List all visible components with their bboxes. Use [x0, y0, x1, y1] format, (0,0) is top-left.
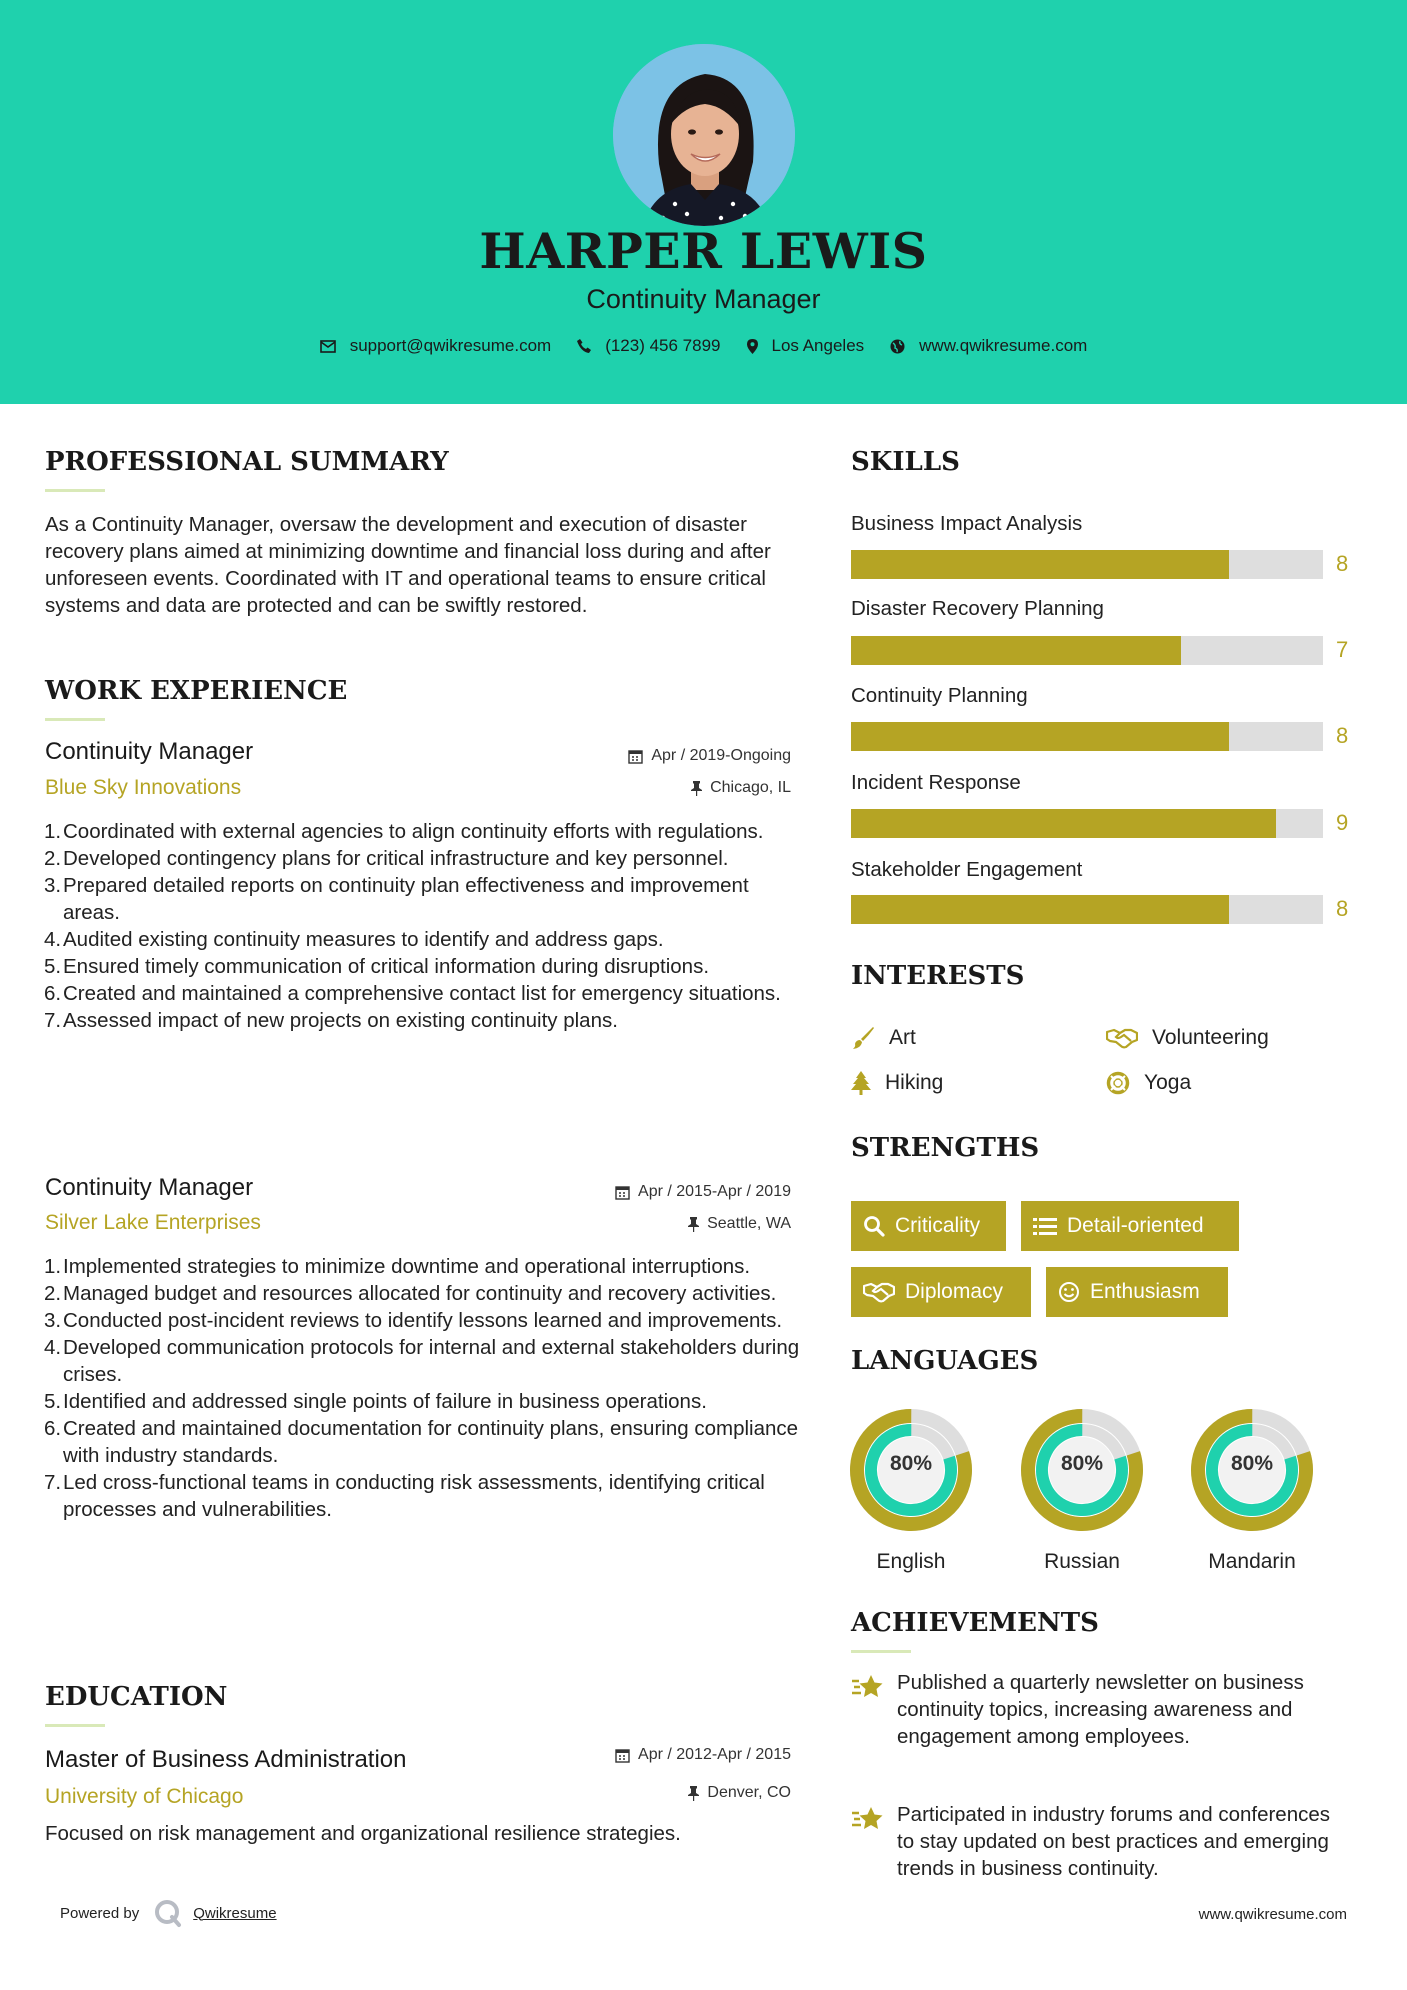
- education-description: Focused on risk management and organizational resilience strategies.: [45, 1822, 681, 1845]
- list-item: 7. Assessed impact of new projects on existing continuity plans.: [44, 1009, 618, 1032]
- achievement-text: Published a quarterly newsletter on business continuity topics, increasing awareness and engagement among employees.: [897, 1671, 1304, 1748]
- list-item: 5. Identified and addressed single points of failure in business operations.: [44, 1390, 707, 1413]
- contact-email-text: support@qwikresume.com: [349, 336, 552, 355]
- list-item: 6. Created and maintained a comprehensive contact list for emergency situations.: [44, 982, 781, 1005]
- skill-2-score: 7: [1336, 637, 1349, 662]
- contact-location-text: Los Angeles: [771, 336, 865, 355]
- experience-heading-rule: [45, 718, 105, 721]
- skill-2-fill: [851, 636, 1181, 665]
- job-2-dates: [615, 1183, 791, 1201]
- strength-label: Enthusiasm: [1090, 1280, 1200, 1303]
- strengths-heading: STRENGTHS: [851, 1133, 1040, 1163]
- job-2-title: Continuity Manager: [45, 1174, 254, 1201]
- phone-icon: [577, 339, 591, 353]
- language-russian-percent: 80%: [1060, 1452, 1104, 1475]
- strength-chip-diplomacy: [851, 1267, 1031, 1317]
- globe-icon: [890, 339, 905, 354]
- job-1-bullets: [44, 818, 804, 1034]
- pushpin-icon: [688, 1786, 699, 1801]
- job-2-bullets: [44, 1253, 804, 1523]
- skill-5-bar: [851, 895, 1323, 924]
- list-icon: [1033, 1216, 1057, 1236]
- list-item: 1. Implemented strategies to minimize downtime and operational interruptions.: [44, 1255, 751, 1278]
- interest-volunteering: [1106, 1026, 1269, 1050]
- strength-chip-criticality: [851, 1201, 1006, 1251]
- list-item: 2. Managed budget and resources allocated for continuity and recovery activities.: [44, 1282, 777, 1305]
- profile-photo: [613, 44, 795, 226]
- contact-phone[interactable]: [577, 336, 720, 356]
- language-english: [849, 1408, 973, 1573]
- language-mandarin: [1190, 1408, 1314, 1573]
- interest-art-label: Art: [889, 1026, 916, 1049]
- tree-icon: [851, 1071, 871, 1095]
- achievements-heading-rule: [851, 1650, 911, 1653]
- list-item: 3. Conducted post-incident reviews to identify lessons learned and improvements.: [44, 1309, 783, 1332]
- list-item: 2. Developed contingency plans for critical infrastructure and key personnel.: [44, 847, 729, 870]
- achievement-text: Participated in industry forums and conferences to stay updated on best practices and emerging trends in business continuity.: [897, 1803, 1331, 1880]
- star-medal-icon: [851, 1673, 885, 1701]
- qwikresume-logo-icon: [153, 1898, 183, 1928]
- candidate-title: Continuity Manager: [586, 284, 821, 314]
- achievement-item-1: [851, 1669, 1351, 1750]
- language-russian-name: Russian: [1044, 1550, 1120, 1573]
- calendar-icon: [615, 1748, 630, 1763]
- education-location: [688, 1784, 791, 1802]
- job-2-location: [688, 1215, 791, 1233]
- experience-heading: WORK EXPERIENCE: [45, 676, 348, 706]
- strength-label: Diplomacy: [905, 1280, 1004, 1303]
- skill-1-bar: [851, 550, 1323, 579]
- interest-hiking-label: Hiking: [885, 1071, 944, 1094]
- language-mandarin-name: Mandarin: [1208, 1550, 1296, 1573]
- skill-4-bar: [851, 809, 1323, 838]
- pushpin-icon: [688, 1217, 699, 1232]
- skill-4-fill: [851, 809, 1276, 838]
- skill-3-fill: [851, 722, 1229, 751]
- contact-location: [747, 336, 865, 356]
- language-english-name: English: [876, 1550, 946, 1573]
- skill-5-label: Stakeholder Engagement: [851, 858, 1083, 881]
- interest-hiking: [851, 1071, 943, 1095]
- language-mandarin-percent: 80%: [1230, 1452, 1274, 1475]
- education-degree: Master of Business Administration: [45, 1746, 407, 1773]
- qwikresume-link[interactable]: Qwikresume: [193, 1904, 277, 1922]
- skill-4-label: Incident Response: [851, 771, 1021, 794]
- strength-label: Detail-oriented: [1067, 1214, 1204, 1237]
- strength-chip-enthusiasm: [1046, 1267, 1228, 1317]
- interest-yoga-label: Yoga: [1144, 1071, 1192, 1094]
- paintbrush-icon: [851, 1026, 875, 1050]
- education-heading: EDUCATION: [45, 1682, 228, 1712]
- list-item: 5. Ensured timely communication of critical information during disruptions.: [44, 955, 710, 978]
- skills-heading: SKILLS: [851, 447, 960, 477]
- list-item: 1. Coordinated with external agencies to align continuity efforts with regulations.: [44, 820, 764, 843]
- achievements-heading: ACHIEVEMENTS: [851, 1608, 1099, 1638]
- calendar-icon: [628, 749, 643, 764]
- calendar-icon: [615, 1185, 630, 1200]
- powered-by-text: Powered by: [60, 1904, 140, 1922]
- list-item: 3. Prepared detailed reports on continuity plan effectiveness and improvement areas.: [44, 874, 749, 924]
- star-medal-icon: [851, 1805, 885, 1833]
- job-1-company: Blue Sky Innovations: [45, 776, 242, 799]
- job-2-dates-text: Apr / 2015-Apr / 2019: [638, 1183, 791, 1200]
- contact-email[interactable]: [320, 336, 552, 356]
- contact-website[interactable]: [890, 336, 1087, 356]
- job-1-location-text: Chicago, IL: [710, 779, 791, 796]
- contact-bar: [0, 336, 1407, 356]
- contact-website-text: www.qwikresume.com: [919, 336, 1088, 355]
- job-1-location: [691, 779, 791, 797]
- languages-heading: LANGUAGES: [851, 1346, 1039, 1376]
- achievement-item-2: [851, 1801, 1351, 1882]
- job-1-dates: [628, 747, 791, 765]
- job-1-title: Continuity Manager: [45, 738, 254, 765]
- pushpin-icon: [691, 781, 702, 796]
- education-dates-text: Apr / 2012-Apr / 2015: [638, 1746, 791, 1763]
- handshake-icon: [863, 1281, 895, 1303]
- education-location-text: Denver, CO: [707, 1784, 791, 1801]
- skill-3-label: Continuity Planning: [851, 684, 1028, 707]
- lifebuoy-icon: [1106, 1071, 1130, 1095]
- language-russian: [1020, 1408, 1144, 1573]
- skill-5-score: 8: [1336, 896, 1349, 921]
- skill-3-bar: [851, 722, 1323, 751]
- handshake-icon: [1106, 1027, 1138, 1049]
- envelope-icon: [320, 340, 336, 353]
- list-item: 4. Audited existing continuity measures to identify and address gaps.: [44, 928, 664, 951]
- skill-2-bar: [851, 636, 1323, 665]
- interests-heading: INTERESTS: [851, 961, 1025, 991]
- footer-powered-by: [60, 1898, 277, 1928]
- education-dates: [615, 1746, 791, 1764]
- smile-icon: [1058, 1281, 1080, 1303]
- summary-heading-rule: [45, 489, 105, 492]
- list-item: 4. Developed communication protocols for internal and external stakeholders during crises.: [44, 1336, 800, 1386]
- list-item: 7. Led cross-functional teams in conducting risk assessments, identifying critical processes and vulnerabilities.: [44, 1471, 765, 1521]
- footer-website[interactable]: www.qwikresume.com: [1198, 1906, 1347, 1923]
- interest-art: [851, 1026, 916, 1050]
- map-pin-icon: [747, 339, 758, 354]
- contact-phone-text: (123) 456 7899: [605, 336, 721, 355]
- education-heading-rule: [45, 1724, 105, 1727]
- list-item: 6. Created and maintained documentation for continuity plans, ensuring compliance with industry standards.: [44, 1417, 799, 1467]
- summary-text: As a Continuity Manager, oversaw the development and execution of disaster recovery plans aimed at minimizing downtime and financial loss during and after unforeseen events. Coordinated with IT and operational teams to ensure critical systems and data are protected and can be swiftly restored.: [45, 513, 771, 617]
- skill-1-fill: [851, 550, 1229, 579]
- skill-5-fill: [851, 895, 1229, 924]
- candidate-name: HARPER LEWIS: [479, 222, 928, 280]
- skill-3-score: 8: [1336, 723, 1349, 748]
- skill-1-label: Business Impact Analysis: [851, 512, 1083, 535]
- job-2-location-text: Seattle, WA: [707, 1215, 791, 1232]
- search-icon: [863, 1215, 885, 1237]
- job-2-company: Silver Lake Enterprises: [45, 1211, 261, 1234]
- strength-label: Criticality: [895, 1214, 981, 1237]
- skill-2-label: Disaster Recovery Planning: [851, 597, 1104, 620]
- skill-4-score: 9: [1336, 810, 1349, 835]
- interest-volunteering-label: Volunteering: [1152, 1026, 1269, 1049]
- resume-header: [0, 0, 1407, 404]
- strength-chip-detail-oriented: [1021, 1201, 1239, 1251]
- summary-heading: PROFESSIONAL SUMMARY: [45, 447, 449, 477]
- language-english-percent: 80%: [889, 1452, 933, 1475]
- job-1-dates-text: Apr / 2019-Ongoing: [651, 747, 791, 764]
- education-school: University of Chicago: [45, 1785, 244, 1808]
- interest-yoga: [1106, 1071, 1191, 1095]
- skill-1-score: 8: [1336, 551, 1349, 576]
